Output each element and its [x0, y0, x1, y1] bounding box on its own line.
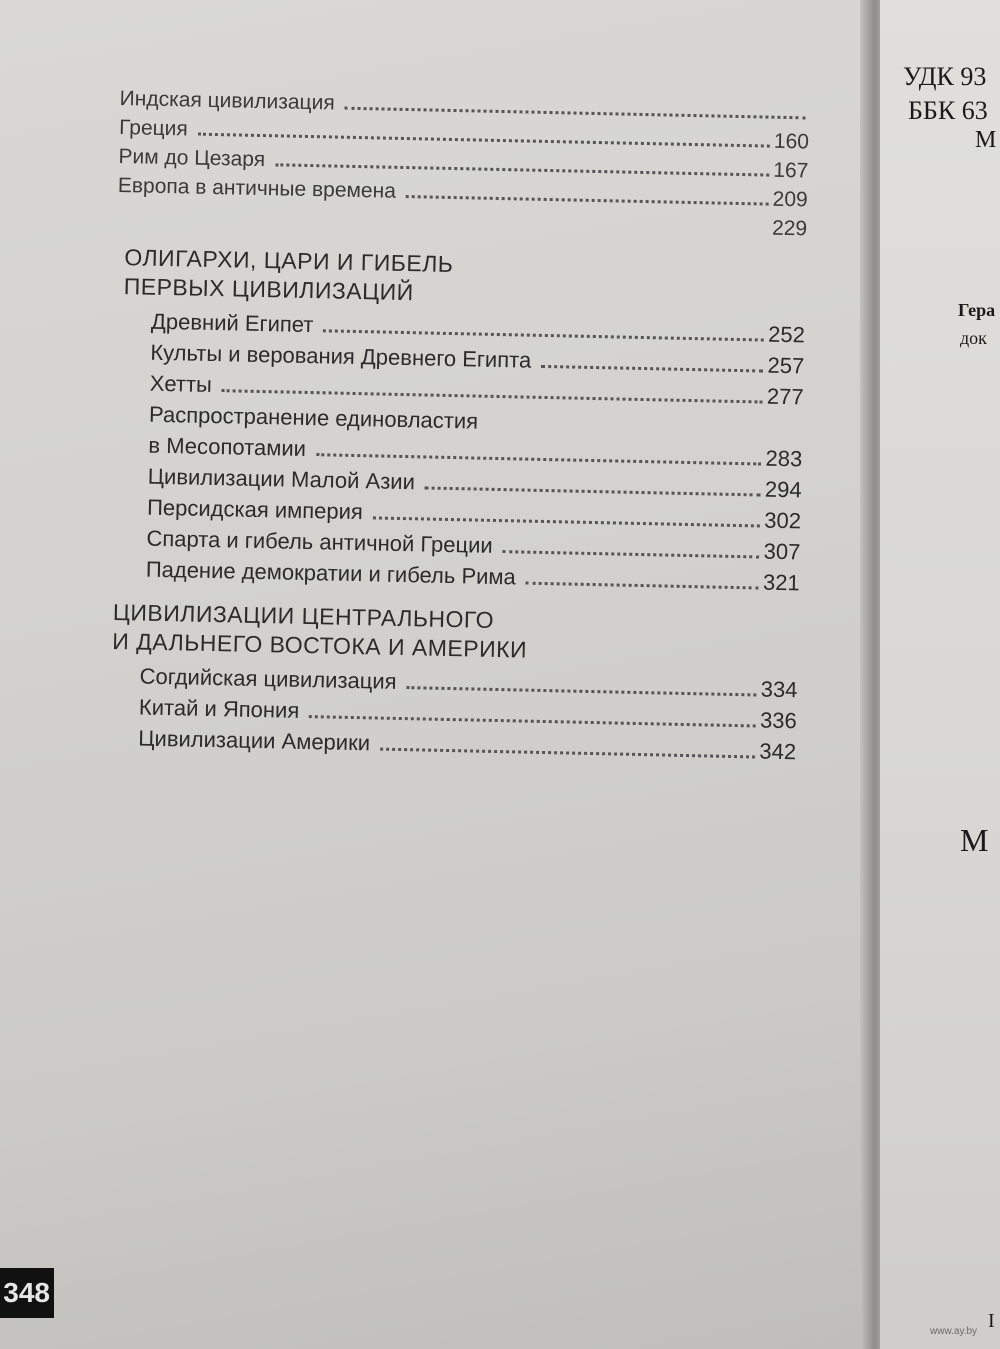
toc-entry-title: Цивилизации Малой Азии: [147, 463, 416, 495]
dot-leader: [380, 748, 755, 759]
toc-entry-title: Культы и верования Древнего Египта: [150, 339, 532, 373]
dot-leader: [345, 107, 806, 120]
toc-entry-title: Китай и Япония: [138, 694, 300, 723]
right-page-text: док: [960, 328, 987, 348]
toc-entry-page: 209: [772, 187, 808, 212]
section-heading: [123, 243, 806, 315]
section-heading-line: И ДАЛЬНЕГО ВОСТОКА И АМЕРИКИ: [112, 627, 528, 663]
toc-entry-page: 257: [767, 352, 805, 379]
section-heading-line: ОЛИГАРХИ, ЦАРИ И ГИБЕЛЬ: [124, 244, 454, 278]
right-page-udk: УДК 93: [903, 62, 987, 91]
toc-entry-page: 336: [759, 707, 798, 734]
dot-leader: [316, 453, 762, 465]
section-heading-line: ПЕРВЫХ ЦИВИЛИЗАЦИЙ: [123, 273, 414, 306]
dot-leader: [406, 686, 756, 696]
toc-entry-title: Европа в античные времена: [117, 173, 397, 203]
dot-leader: [275, 163, 769, 176]
toc-entry-title: Хетты: [149, 370, 213, 397]
dot-leader: [541, 365, 763, 373]
toc-entry-page: 283: [765, 445, 803, 472]
section-heading: [112, 598, 799, 670]
toc-entry-title: Цивилизации Америки: [138, 725, 371, 756]
table-of-contents: [106, 84, 810, 781]
toc-entry-page: 302: [764, 507, 802, 534]
right-page-bbk: ББК 63: [908, 96, 988, 125]
toc-entry-page: 294: [764, 476, 802, 503]
page-number: 348: [0, 1268, 54, 1318]
right-page: [880, 0, 1000, 1349]
toc-entry-page: 307: [763, 538, 801, 565]
toc-entry-title-continued: в Месопотамии: [148, 432, 307, 461]
toc-entry-page: 167: [773, 158, 809, 183]
toc-entry-title: Древний Египет: [150, 308, 314, 338]
dot-leader: [406, 195, 769, 206]
toc-entry-page: 277: [766, 383, 804, 410]
toc-entry-title: Согдийская цивилизация: [139, 663, 397, 694]
toc-entry-title: Рим до Цезаря: [118, 144, 266, 172]
right-page-author-mark: М: [975, 127, 997, 153]
toc-entry-title: Распространение единовластия: [148, 401, 479, 434]
toc-section-far-east: [110, 598, 799, 767]
dot-leader: [526, 582, 759, 590]
toc-entry-page: 229: [771, 216, 808, 241]
toc-entry-page: 252: [767, 321, 806, 348]
watermark: www.ay.by: [930, 1326, 978, 1337]
toc-entry-page: 321: [762, 569, 800, 596]
toc-entry-page: 160: [773, 129, 810, 154]
toc-entry-title: Падение демократии и гибель Рима: [145, 556, 517, 590]
right-page-author: Гера: [958, 300, 996, 320]
toc-entry-page: 334: [760, 676, 798, 703]
right-page-big-letter: М: [960, 822, 989, 858]
toc-entry-title: Спарта и гибель античной Греции: [146, 525, 493, 558]
dot-leader: [425, 486, 761, 496]
dot-leader: [323, 329, 764, 341]
toc-entry-title: Персидская империя: [146, 494, 364, 525]
toc-group-top: [117, 84, 810, 243]
toc-entry-title: Индская цивилизация: [119, 86, 335, 115]
right-page-bottom-char: I: [988, 1310, 995, 1332]
dot-leader: [309, 715, 756, 727]
section-heading-line: ЦИВИЛИЗАЦИИ ЦЕНТРАЛЬНОГО: [112, 598, 495, 633]
dot-leader: [373, 516, 760, 527]
toc-entry-title: Греция: [118, 115, 189, 141]
toc-section-oligarchs: [118, 243, 807, 598]
dot-leader: [127, 221, 768, 234]
toc-entry-page: 342: [759, 738, 797, 765]
dot-leader: [503, 550, 760, 558]
